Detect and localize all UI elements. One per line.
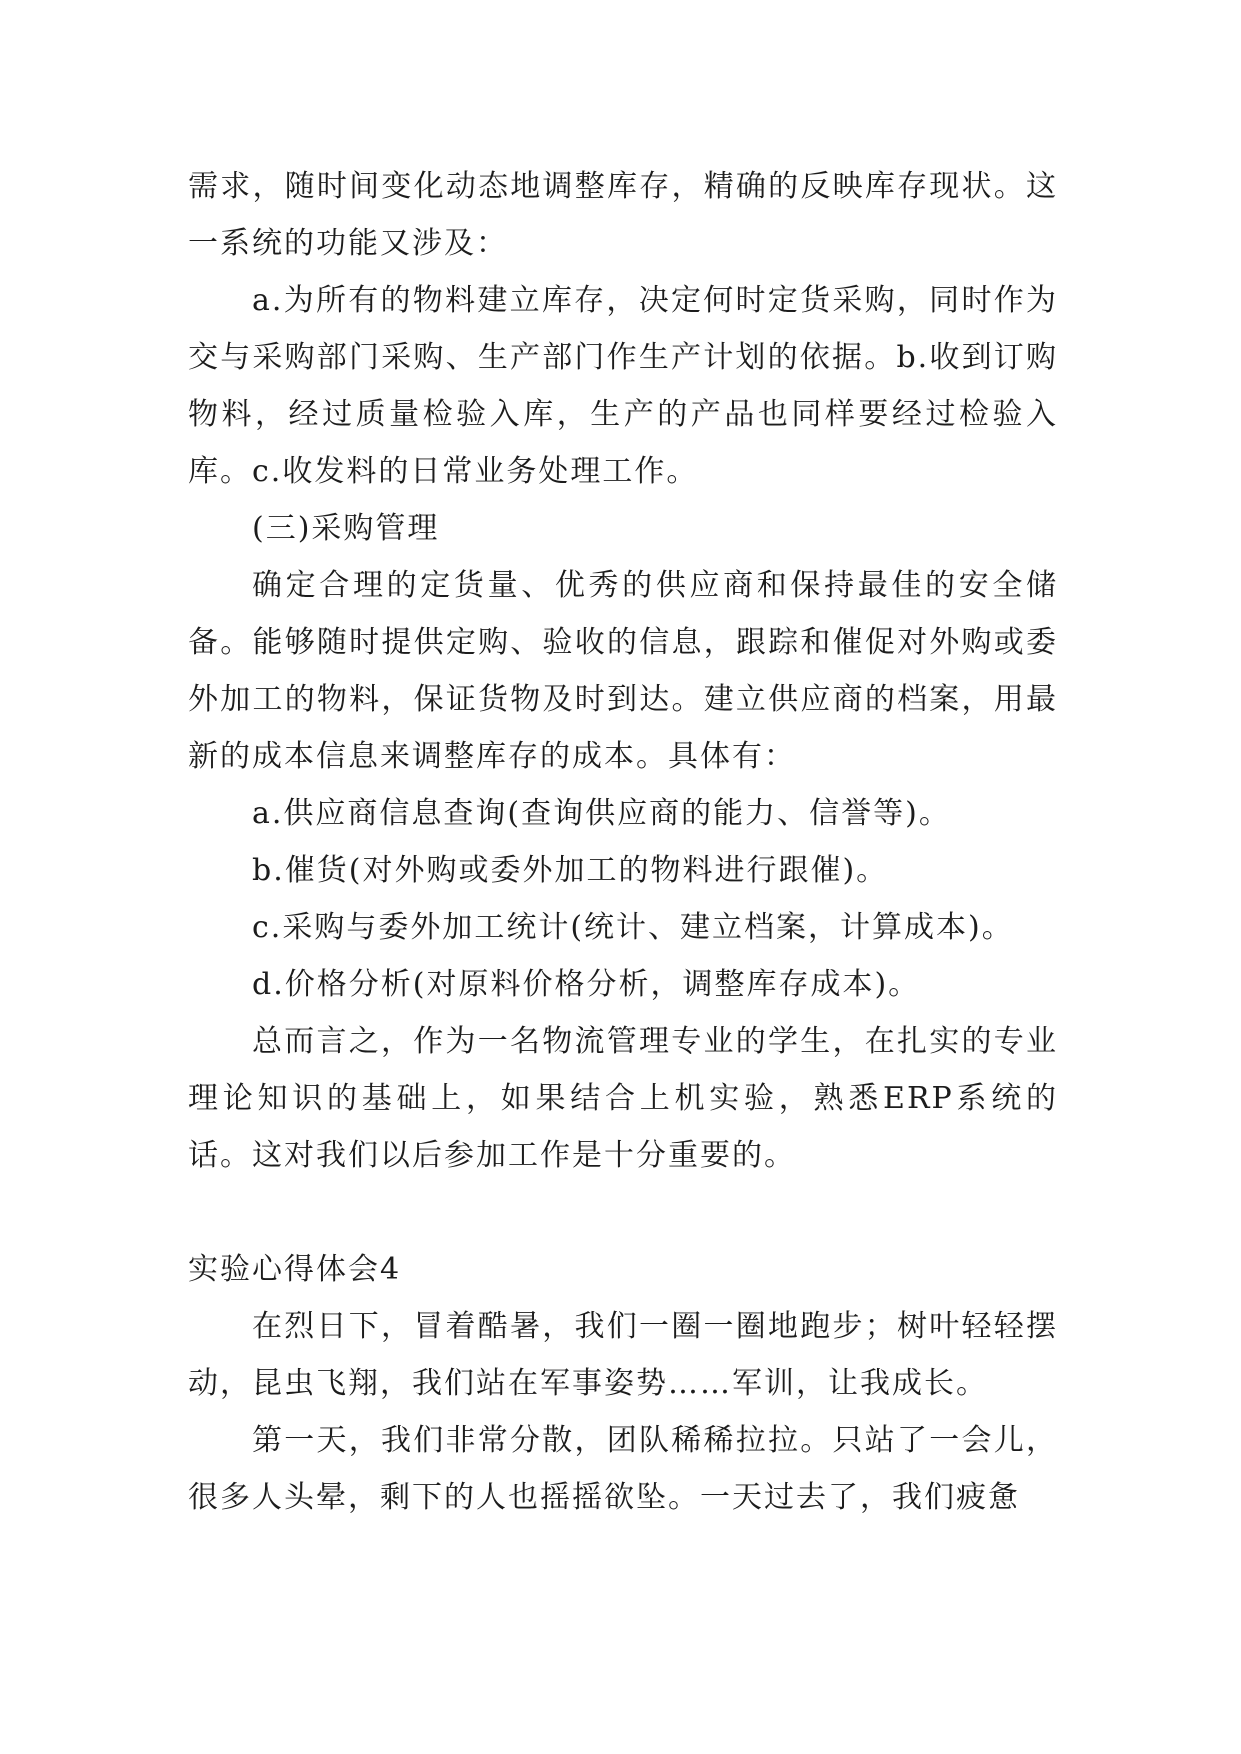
section-title: 实验心得体会4 xyxy=(188,1252,402,1287)
paragraph-inventory-functions: a.为所有的物料建立库存，决定何时定货采购，同时作为交与采购部门采购、生产部门作生产计划的依据。b.收到订购物料，经过质量检验入库，生产的产品也同样要经过检验入库。c.收发料的日常业务处理工作。 xyxy=(188,283,1058,489)
list-item-price-analysis: d.价格分析(对原料价格分析，调整库存成本)。 xyxy=(252,967,921,1002)
paragraph-purchasing-desc: 确定合理的定货量、优秀的供应商和保持最佳的安全储备。能够随时提供定购、验收的信息，跟踪和催促对外购或委外加工的物料，保证货物及时到达。建立供应商的档案，用最新的成本信息来调整库存的成本。具体有： xyxy=(188,568,1058,774)
paragraph-military-training-intro: 在烈日下，冒着酷暑，我们一圈一圈地跑步；树叶轻轻摆动，昆虫飞翔，我们站在军事姿势……军训，让我成长。 xyxy=(188,1309,1058,1401)
list-item-expediting: b.催货(对外购或委外加工的物料进行跟催)。 xyxy=(252,853,889,888)
paragraph-first-day: 第一天，我们非常分散，团队稀稀拉拉。只站了一会儿，很多人头晕，剩下的人也摇摇欲坠。一天过去了，我们疲惫 xyxy=(188,1423,1058,1515)
list-item-supplier-query: a.供应商信息查询(查询供应商的能力、信誉等)。 xyxy=(252,796,951,831)
paragraph-conclusion: 总而言之，作为一名物流管理专业的学生，在扎实的专业理论知识的基础上，如果结合上机实验，熟悉ERP系统的话。这对我们以后参加工作是十分重要的。 xyxy=(188,1024,1058,1173)
document-body xyxy=(188,158,1058,1526)
list-item-purchasing-stats: c.采购与委外加工统计(统计、建立档案，计算成本)。 xyxy=(252,910,1014,945)
paragraph-inventory-intro: 需求，随时间变化动态地调整库存，精确的反映库存现状。这一系统的功能又涉及： xyxy=(188,169,1058,261)
section-gap xyxy=(188,1184,1058,1241)
heading-purchasing-management: (三)采购管理 xyxy=(252,511,440,546)
